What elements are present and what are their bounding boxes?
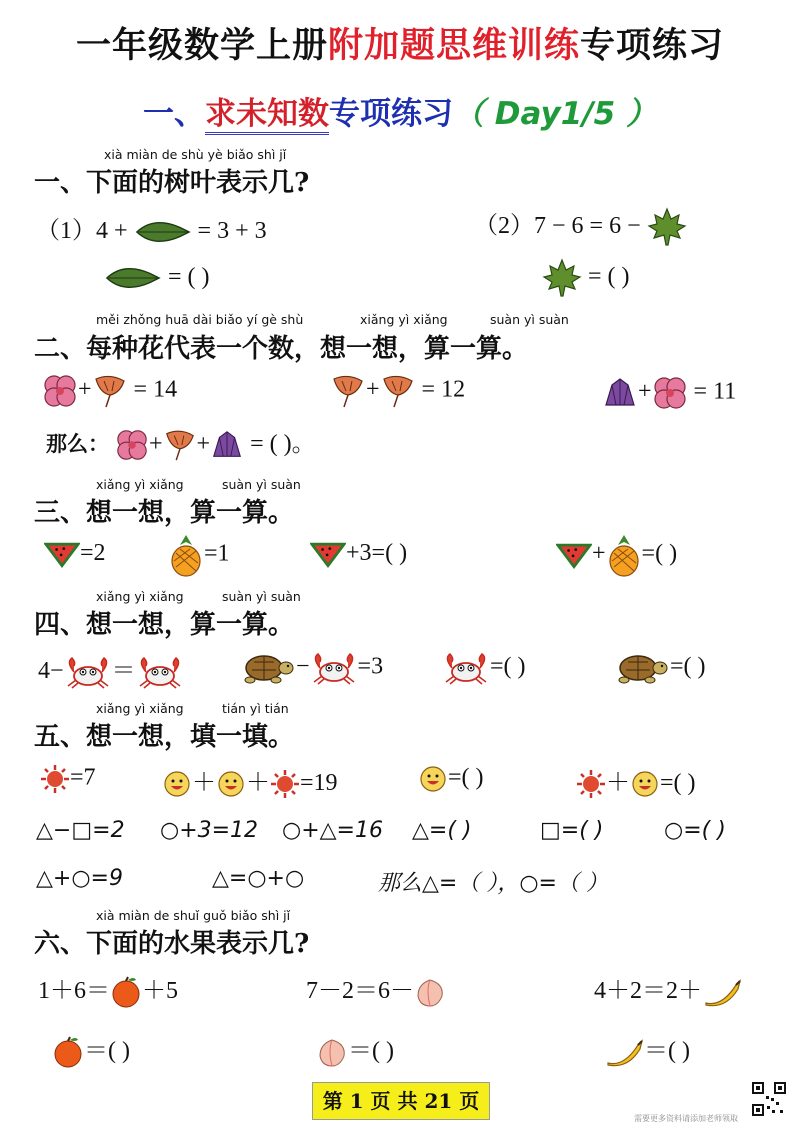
orange-flower-icon	[380, 373, 416, 409]
peach-icon	[316, 1036, 348, 1068]
orange-flower-icon	[330, 373, 366, 409]
subtitle-red: 求未知数	[205, 96, 329, 135]
s6-eq2	[306, 970, 446, 1008]
s5-r2-1: △+○=9	[36, 866, 123, 891]
turtle-icon	[610, 650, 670, 686]
smiley-icon	[630, 769, 660, 799]
s1-q2-left: （2）7 − 6 = 6 −	[474, 213, 641, 239]
plus-sign: +	[78, 376, 92, 403]
s2-pinyin-c: suàn yì suàn	[490, 312, 569, 327]
s3-b-text: =1	[204, 540, 230, 567]
s2-eq2-result: = 12	[421, 376, 466, 403]
maple-leaf-icon	[647, 207, 687, 247]
s3-c	[310, 540, 407, 568]
s4-d-text: =( )	[670, 653, 706, 680]
s3-b	[168, 533, 230, 577]
s6-a3	[604, 1030, 690, 1067]
turtle-icon	[236, 650, 296, 686]
sun-icon	[270, 769, 300, 799]
pineapple-icon	[606, 533, 642, 577]
s3-d-text: =( )	[641, 540, 678, 567]
s2-then	[46, 423, 316, 462]
s2-eq2	[330, 373, 465, 409]
orange-fruit-icon	[52, 1036, 84, 1068]
s3-c-text: +3=( )	[346, 540, 408, 566]
s5-eq4: ＋ =( )	[576, 762, 696, 799]
watermelon-icon	[44, 540, 80, 568]
s5-r2-3: 那么△=（ ），○=（ ）	[378, 871, 608, 896]
s4-pinyin-a: xiǎng yì xiǎng	[96, 589, 184, 604]
s6-a2	[316, 1030, 394, 1068]
crab-icon	[310, 650, 358, 686]
plus-sign: +	[638, 378, 652, 405]
crab-icon	[442, 650, 490, 686]
s5-d-text: =( )	[660, 770, 696, 796]
s5-a-text: =7	[70, 764, 96, 791]
s4-eq1: 4− ＝	[38, 650, 184, 690]
s1-heading: 一、下面的树叶表示几?	[34, 168, 310, 198]
s5-eq2: ＋ ＋ =19	[162, 762, 338, 799]
s5-heading: 五、想一想，填一填。	[34, 722, 295, 752]
page-number-badge: 第 1 页 共 21 页	[312, 1082, 490, 1120]
watermelon-icon	[310, 540, 346, 568]
crab-icon	[64, 654, 112, 690]
s1-q1-left: （1）4 +	[36, 218, 128, 244]
s6-heading: 六、下面的水果表示几?	[34, 929, 310, 959]
purple-flower-icon	[602, 375, 638, 411]
s6-a-text: 1＋6＝	[38, 978, 110, 1004]
s4-heading: 四、想一想，算一算。	[34, 610, 295, 640]
s5-c-text: =( )	[448, 764, 484, 791]
leaf-icon	[134, 218, 192, 246]
s2-eq3	[602, 375, 736, 411]
leaf-icon	[104, 264, 162, 292]
pink-flower-icon	[115, 428, 149, 462]
page-title	[0, 18, 800, 68]
s5-r1-3: ○+△=16	[282, 818, 383, 843]
s4-b-text: =3	[357, 653, 384, 680]
plus-sign: +	[149, 431, 163, 457]
s2-pinyin-a: měi zhǒng huā dài biǎo yí gè shù	[96, 312, 304, 327]
s6-b-text: 7－2＝6－	[306, 978, 414, 1004]
footer-note: 需要更多资料请添加老师领取	[634, 1114, 738, 1123]
s4-eq2: − =3	[236, 650, 383, 686]
smiley-icon	[216, 769, 246, 799]
subtitle-num: 一、	[143, 96, 206, 132]
s3-a	[44, 540, 106, 568]
title-part-c: 专项练习	[580, 25, 725, 66]
s1-q1-right: = 3 + 3	[197, 218, 267, 244]
s1-pinyin: xià miàn de shù yè biǎo shì jǐ	[104, 147, 287, 162]
pink-flower-icon	[42, 373, 78, 409]
s4-eq3	[442, 650, 526, 686]
s6-eq1	[38, 970, 178, 1008]
subtitle-day: （ Day1/5 ）	[453, 96, 657, 132]
s5-r2-2: △=○+○	[212, 866, 305, 891]
s5-r1-2: ○+3=12	[160, 818, 259, 843]
s2-eq1	[42, 373, 177, 409]
s3-pinyin-b: suàn yì suàn	[222, 477, 301, 492]
s1-q2	[474, 205, 687, 247]
banana-icon	[702, 977, 742, 1007]
pink-flower-icon	[652, 375, 688, 411]
s2-pinyin-b: xiǎng yì xiǎng	[360, 312, 448, 327]
s6-pinyin: xià miàn de shuǐ guǒ biǎo shì jǐ	[96, 908, 291, 923]
smiley-icon	[162, 769, 192, 799]
plus-sign: +	[592, 540, 606, 567]
s2-eq1-result: = 14	[133, 376, 178, 403]
s2-then-label: 那么：	[46, 431, 109, 456]
s6-eq3	[594, 970, 742, 1007]
s5-r1-1: △−□=2	[36, 818, 125, 843]
s4-a-text: 4−	[38, 658, 64, 684]
s1-answer-2: = ( )	[588, 263, 630, 290]
peach-icon	[414, 976, 446, 1008]
s6-a1	[52, 1030, 130, 1068]
watermelon-icon	[556, 541, 592, 569]
s5-r1-6: ○=( )	[664, 818, 726, 843]
s2-eq3-result: = 11	[693, 378, 737, 405]
s6-answer-3: ＝( )	[644, 1038, 690, 1064]
maple-leaf-icon	[542, 258, 582, 298]
s5-r1-4: △=( )	[412, 818, 472, 843]
s2-answer: = ( )。	[250, 431, 316, 457]
s4-pinyin-b: suàn yì suàn	[222, 589, 301, 604]
plus-sign: +	[366, 376, 380, 403]
s3-d	[556, 533, 677, 577]
s5-r1-5: □=( )	[540, 818, 604, 843]
title-part-b: 附加题思维训练	[327, 25, 580, 66]
orange-fruit-icon	[110, 976, 142, 1008]
s5-pinyin-b: tián yì tián	[222, 701, 289, 716]
s1-answer-1: = ( )	[168, 264, 210, 290]
s4-eq4	[610, 650, 706, 686]
s4-c-text: =( )	[490, 653, 526, 680]
smiley-icon	[418, 764, 448, 794]
orange-flower-icon	[163, 428, 197, 462]
s3-a-text: =2	[80, 540, 106, 566]
pineapple-icon	[168, 533, 204, 577]
s2-heading: 二、每种花代表一个数，想一想，算一算。	[34, 334, 529, 364]
banana-icon	[604, 1037, 644, 1067]
qr-code-icon	[752, 1082, 786, 1116]
crab-icon	[136, 654, 184, 690]
sun-icon	[576, 769, 606, 799]
purple-flower-icon	[210, 428, 244, 462]
s6-answer-1: ＝( )	[84, 1038, 130, 1064]
orange-flower-icon	[92, 373, 128, 409]
title-part-a: 一年级数学上册	[75, 25, 328, 66]
s5-b-text: =19	[300, 770, 338, 796]
s3-heading: 三、想一想，算一算。	[34, 498, 295, 528]
s5-eq1	[40, 764, 96, 794]
s5-eq3	[418, 764, 484, 794]
s6-a2-text: ＋5	[142, 978, 178, 1004]
s1-a1	[104, 264, 210, 292]
s6-c-text: 4＋2＝2＋	[594, 978, 702, 1004]
s3-pinyin-a: xiǎng yì xiǎng	[96, 477, 184, 492]
subtitle-blue: 专项练习	[329, 96, 454, 132]
sun-icon	[40, 764, 70, 794]
s5-pinyin-a: xiǎng yì xiǎng	[96, 701, 184, 716]
page-subtitle	[0, 88, 800, 133]
s1-q1	[36, 210, 267, 246]
plus-sign: +	[196, 431, 211, 457]
s6-answer-2: ＝( )	[348, 1038, 394, 1064]
s1-a2	[542, 258, 630, 298]
